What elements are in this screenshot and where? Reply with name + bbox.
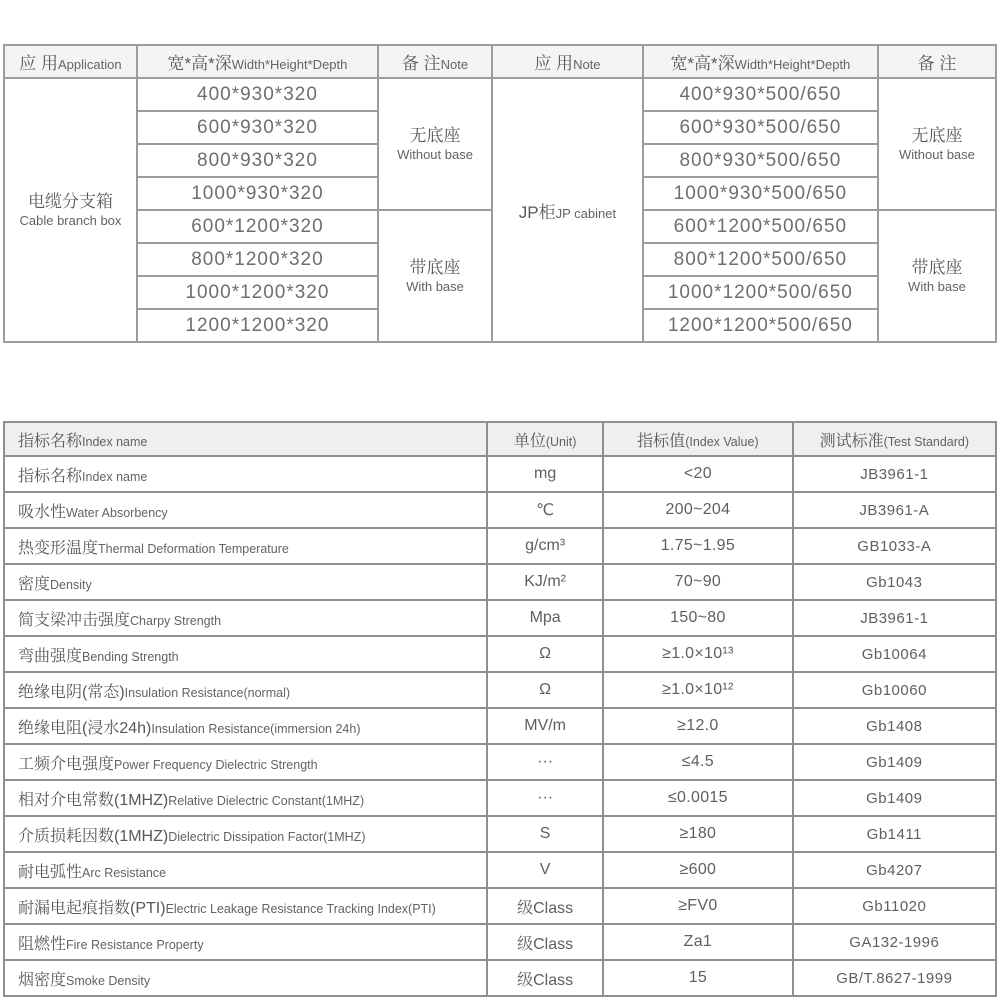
- value-cell: ≥12.0: [603, 708, 792, 744]
- header-zh: 备 注: [401, 54, 441, 73]
- index-name-cell: [4, 708, 487, 744]
- spec-row: [4, 960, 996, 996]
- header-zh: 测试标准: [819, 432, 884, 450]
- size-cell: 800*930*500/650: [643, 144, 878, 177]
- index-name-cell: [4, 492, 487, 528]
- application-cell-cable-branch-box: [4, 78, 137, 342]
- application-zh: 电缆分支箱: [27, 191, 113, 211]
- note-en: Without base: [899, 146, 975, 162]
- size-cell: 600*1200*320: [137, 210, 378, 243]
- index-en: Arc Resistance: [82, 865, 167, 880]
- standard-cell: Gb11020: [793, 888, 996, 924]
- unit-cell: 级Class: [487, 888, 603, 924]
- value-cell: ≤4.5: [603, 744, 792, 780]
- size-cell: 1000*1200*500/650: [643, 276, 878, 309]
- unit-cell: g/cm³: [487, 528, 603, 564]
- spec-row: [4, 816, 996, 852]
- value-cell: ≥1.0×10¹²: [603, 672, 792, 708]
- standard-cell: GB/T.8627-1999: [793, 960, 996, 996]
- unit-cell: Ω: [487, 672, 603, 708]
- unit-cell: ···: [487, 780, 603, 816]
- unit-cell: 级Class: [487, 924, 603, 960]
- note-zh: 带底座: [409, 257, 461, 277]
- header-en: Index name: [82, 434, 148, 449]
- value-cell: 200~204: [603, 492, 792, 528]
- header-test-standard: [793, 422, 996, 456]
- header-unit: [487, 422, 603, 456]
- size-cell: 600*930*500/650: [643, 111, 878, 144]
- index-zh: 弯曲强度: [18, 647, 83, 665]
- unit-cell: MV/m: [487, 708, 603, 744]
- index-en: Index name: [82, 469, 148, 484]
- size-cell: 400*930*500/650: [643, 78, 878, 111]
- spec-row: [4, 492, 996, 528]
- index-en: Density: [50, 577, 92, 592]
- index-en: Fire Resistance Property: [66, 937, 204, 952]
- header-en: Note: [573, 57, 601, 72]
- standard-cell: JB3961-1: [793, 600, 996, 636]
- note-cell-without-base-right: [878, 78, 996, 210]
- application-zh: JP柜: [518, 202, 556, 222]
- value-cell: 15: [603, 960, 792, 996]
- standard-cell: Gb1043: [793, 564, 996, 600]
- size-cell: 1000*930*320: [137, 177, 378, 210]
- note-cell-with-base-right: [878, 210, 996, 342]
- header-note-left: [378, 45, 492, 78]
- note-zh: 无底座: [409, 125, 461, 145]
- size-cell: 800*1200*320: [137, 243, 378, 276]
- unit-cell: ···: [487, 744, 603, 780]
- index-zh: 热变形温度: [18, 539, 99, 557]
- standard-cell: GB1033-A: [793, 528, 996, 564]
- value-cell: 1.75~1.95: [603, 528, 792, 564]
- spec-header-row: [4, 422, 996, 456]
- size-cell: 1000*1200*320: [137, 276, 378, 309]
- index-zh: 介质损耗因数(1MHZ): [18, 827, 169, 845]
- note-zh: 带底座: [911, 257, 963, 277]
- standard-cell: JB3961-A: [793, 492, 996, 528]
- header-en: Application: [58, 57, 122, 72]
- index-zh: 阻燃性: [18, 935, 67, 953]
- value-cell: Za1: [603, 924, 792, 960]
- index-zh: 相对介电常数(1MHZ): [18, 791, 169, 809]
- size-cell: 1000*930*500/650: [643, 177, 878, 210]
- header-en: Width*Height*Depth: [734, 57, 851, 72]
- unit-cell: KJ/m²: [487, 564, 603, 600]
- header-zh: 单位: [513, 432, 546, 450]
- index-en: Thermal Deformation Temperature: [98, 541, 289, 556]
- standard-cell: Gb10060: [793, 672, 996, 708]
- header-size-left: [137, 45, 378, 78]
- index-en: Insulation Resistance(immersion 24h): [151, 721, 361, 736]
- index-name-cell: [4, 852, 487, 888]
- top-table-header-row: [4, 45, 996, 78]
- spec-index-table: [3, 421, 997, 997]
- spec-row: [4, 924, 996, 960]
- application-en: JP cabinet: [555, 205, 617, 221]
- header-en: Width*Height*Depth: [231, 57, 348, 72]
- spec-row: [4, 744, 996, 780]
- index-en: Insulation Resistance(normal): [124, 685, 291, 700]
- index-zh: 工频介电强度: [18, 755, 115, 773]
- index-zh: 耐电弧性: [18, 863, 83, 881]
- index-en: Water Absorbency: [66, 505, 168, 520]
- value-cell: ≥180: [603, 816, 792, 852]
- header-zh: 应 用: [534, 54, 574, 73]
- index-zh: 耐漏电起痕指数(PTI): [18, 899, 166, 917]
- header-zh: 宽*高*深: [670, 54, 735, 73]
- index-en: Electric Leakage Resistance Tracking Index(PTI): [165, 901, 436, 916]
- index-name-cell: [4, 744, 487, 780]
- index-name-cell: [4, 564, 487, 600]
- index-zh: 绝缘电阴(常态): [18, 683, 125, 701]
- unit-cell: ℃: [487, 492, 603, 528]
- index-zh: 吸水性: [18, 503, 67, 521]
- spec-row: [4, 600, 996, 636]
- size-cell: 800*1200*500/650: [643, 243, 878, 276]
- standard-cell: Gb10064: [793, 636, 996, 672]
- value-cell: ≥FV0: [603, 888, 792, 924]
- index-name-cell: [4, 960, 487, 996]
- spec-row: [4, 456, 996, 492]
- header-zh: 应 用: [19, 54, 59, 73]
- index-name-cell: [4, 924, 487, 960]
- size-cell: 600*930*320: [137, 111, 378, 144]
- spec-row: [4, 888, 996, 924]
- application-cell-jp-cabinet: [492, 78, 643, 342]
- header-en: Note: [440, 57, 469, 72]
- unit-cell: 级Class: [487, 960, 603, 996]
- size-cell: 800*930*320: [137, 144, 378, 177]
- spec-row: [4, 564, 996, 600]
- header-application-right: [492, 45, 643, 78]
- index-name-cell: [4, 672, 487, 708]
- note-cell-with-base-left: [378, 210, 492, 342]
- note-en: Without base: [397, 146, 473, 162]
- index-zh: 指标名称: [18, 467, 83, 485]
- spec-row: [4, 780, 996, 816]
- header-zh: 指标值: [637, 432, 686, 450]
- index-en: Power Frequency Dielectric Strength: [114, 757, 318, 772]
- index-zh: 烟密度: [18, 971, 67, 989]
- standard-cell: Gb4207: [793, 852, 996, 888]
- value-cell: ≤0.0015: [603, 780, 792, 816]
- header-index-value: [603, 422, 792, 456]
- index-zh: 简支梁冲击强度: [18, 611, 131, 629]
- header-size-right: [643, 45, 878, 78]
- header-zh: 备 注: [917, 54, 957, 73]
- value-cell: ≥600: [603, 852, 792, 888]
- unit-cell: V: [487, 852, 603, 888]
- index-name-cell: [4, 528, 487, 564]
- standard-cell: Gb1408: [793, 708, 996, 744]
- unit-cell: Mpa: [487, 600, 603, 636]
- index-en: Charpy Strength: [130, 613, 222, 628]
- index-en: Smoke Density: [66, 973, 151, 988]
- value-cell: 150~80: [603, 600, 792, 636]
- index-en: Bending Strength: [82, 649, 179, 664]
- index-en: Relative Dielectric Constant(1MHZ): [168, 793, 365, 808]
- size-cell: 600*1200*500/650: [643, 210, 878, 243]
- index-name-cell: [4, 636, 487, 672]
- spec-row: [4, 636, 996, 672]
- note-en: With base: [406, 278, 464, 294]
- header-zh: 宽*高*深: [167, 54, 232, 73]
- value-cell: ≥1.0×10¹³: [603, 636, 792, 672]
- index-name-cell: [4, 780, 487, 816]
- index-name-cell: [4, 816, 487, 852]
- unit-cell: S: [487, 816, 603, 852]
- size-cell: 1200*1200*320: [137, 309, 378, 342]
- value-cell: <20: [603, 456, 792, 492]
- spec-row: [4, 672, 996, 708]
- value-cell: 70~90: [603, 564, 792, 600]
- header-application-left: [4, 45, 137, 78]
- application-en: Cable branch box: [19, 212, 122, 228]
- index-zh: 密度: [18, 575, 51, 593]
- size-cell: 400*930*320: [137, 78, 378, 111]
- standard-cell: Gb1409: [793, 780, 996, 816]
- index-name-cell: [4, 456, 487, 492]
- index-zh: 绝缘电阻(浸水24h): [18, 719, 152, 737]
- application-size-table: [3, 44, 997, 343]
- note-zh: 无底座: [911, 125, 963, 145]
- index-name-cell: [4, 600, 487, 636]
- standard-cell: Gb1409: [793, 744, 996, 780]
- note-en: With base: [908, 278, 966, 294]
- unit-cell: mg: [487, 456, 603, 492]
- header-en: (Unit): [545, 434, 577, 449]
- spec-row: [4, 528, 996, 564]
- spec-row: [4, 852, 996, 888]
- note-cell-without-base-left: [378, 78, 492, 210]
- spec-row: [4, 708, 996, 744]
- size-cell: 1200*1200*500/650: [643, 309, 878, 342]
- header-en: (Index Value): [685, 434, 759, 449]
- standard-cell: Gb1411: [793, 816, 996, 852]
- index-en: Dielectric Dissipation Factor(1MHZ): [168, 829, 366, 844]
- standard-cell: JB3961-1: [793, 456, 996, 492]
- standard-cell: GA132-1996: [793, 924, 996, 960]
- unit-cell: Ω: [487, 636, 603, 672]
- header-zh: 指标名称: [18, 432, 83, 450]
- header-note-right: [878, 45, 996, 78]
- header-index-name: [4, 422, 487, 456]
- index-name-cell: [4, 888, 487, 924]
- size-row: [4, 78, 996, 111]
- header-en: (Test Standard): [883, 434, 970, 449]
